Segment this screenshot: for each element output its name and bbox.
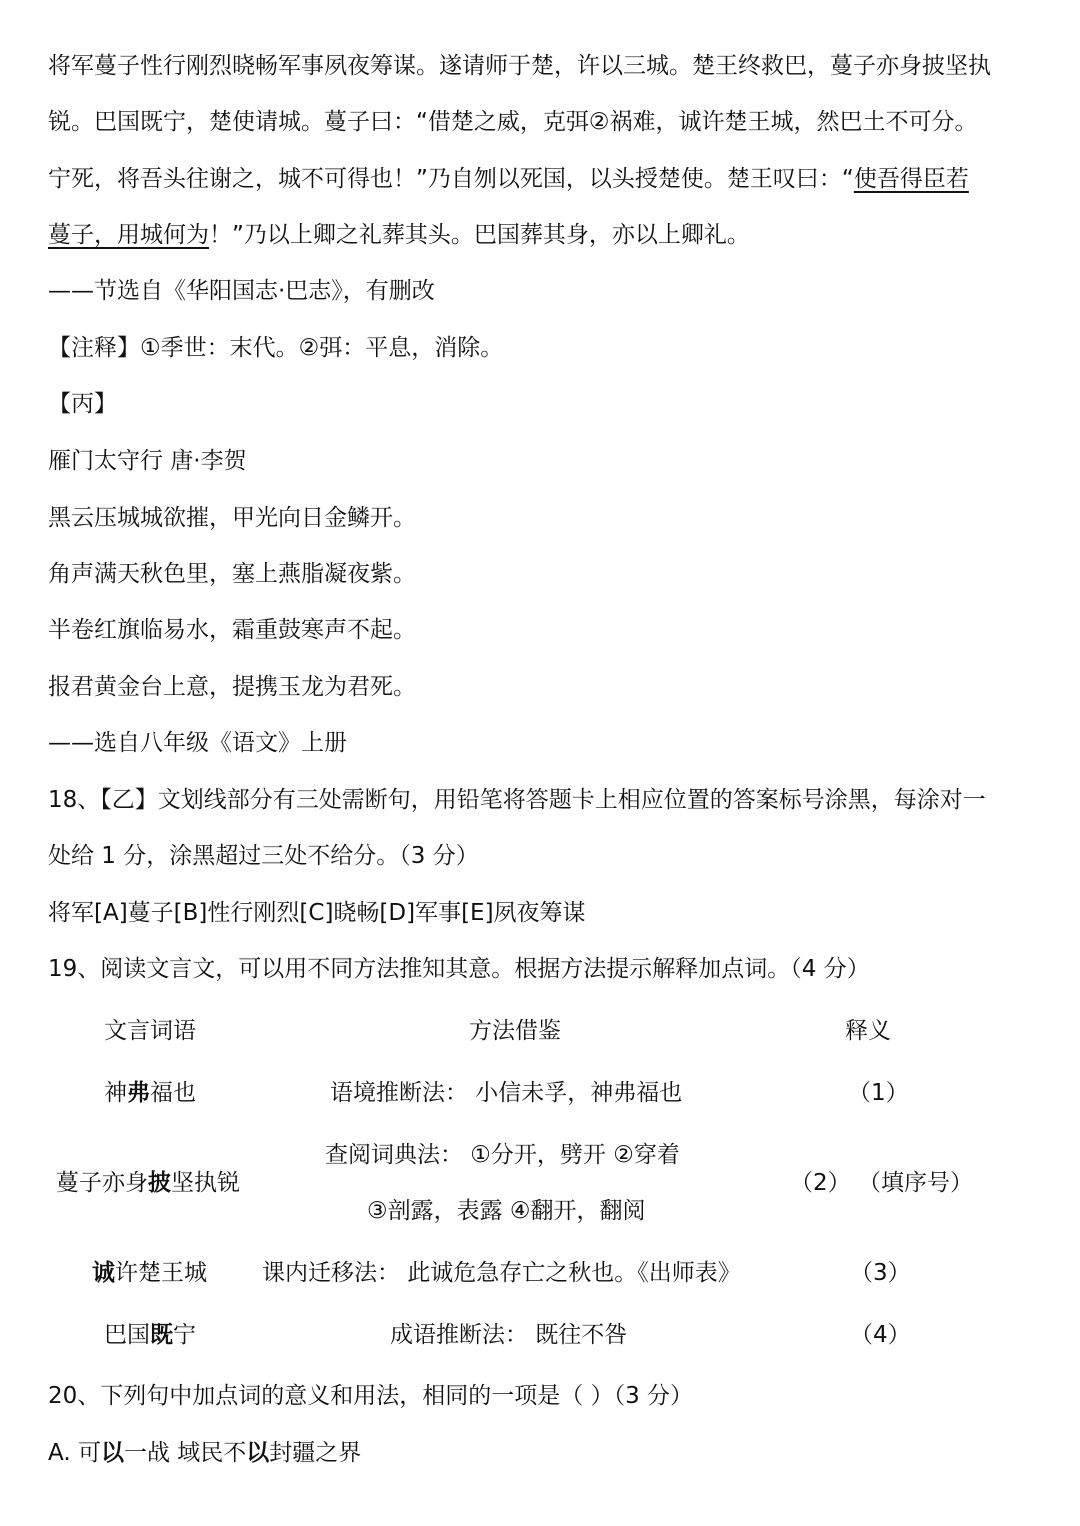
row2-word-pre: 蔓子亦身: [56, 1170, 148, 1196]
underlined-sentence-part-2: 蔓子，用城何为: [48, 222, 209, 248]
passage-yi-source: ——节选自《华阳国志·巴志》，有删改: [48, 278, 435, 304]
row4-word-pre: 巴国: [104, 1322, 150, 1348]
option-a-part-2: 一战 域民不: [123, 1440, 247, 1466]
row3-word-dotted: 诚: [92, 1260, 115, 1286]
question-20-stem: 20、下列句中加点词的意义和用法，相同的一项是（ ）（3 分）: [48, 1383, 694, 1409]
row4-method: 成语推断法： 既往不咎: [390, 1322, 628, 1348]
table-header-meaning: 释义: [845, 1018, 891, 1044]
passage-yi-line-3: [48, 163, 969, 195]
option-a-part-3: 封疆之界: [269, 1440, 362, 1466]
poem-line-1: 黑云压城城欲摧，甲光向日金鳞开。: [48, 505, 416, 531]
row2-answer-blank: （2） （填序号）: [790, 1170, 973, 1196]
row1-answer-blank: （1）: [848, 1080, 909, 1106]
poem-title: 雁门太守行 唐·李贺: [48, 448, 247, 474]
row3-word-post: 许楚王城: [115, 1260, 207, 1286]
passage-yi-notes: 【注释】①季世：末代。②弭：平息，消除。: [48, 335, 504, 361]
passage-bing-marker: 【丙】: [48, 391, 117, 417]
row2-word-dotted: 披: [148, 1170, 171, 1196]
poem-line-4: 报君黄金台上意，提携玉龙为君死。: [48, 674, 416, 700]
row2-word: [56, 1167, 240, 1199]
passage-yi-line-4-text: ！”乃以上卿之礼葬其头。巴国葬其身，亦以上卿礼。: [209, 222, 750, 248]
passage-yi-line-1: 将军蔓子性行刚烈晓畅军事夙夜筹谋。遂请师于楚，许以三城。楚王终救巴，蔓子亦身披坚执: [48, 53, 991, 79]
row1-word-dotted: 弗: [127, 1080, 150, 1106]
table-header-method: 方法借鉴: [469, 1018, 561, 1044]
row3-answer-blank: （3）: [850, 1260, 911, 1286]
row3-word: [92, 1257, 207, 1289]
option-a-dotted-1: 以: [100, 1440, 124, 1466]
row1-word-pre: 神: [104, 1080, 127, 1106]
poem-line-2: 角声满天秋色里，塞上燕脂凝夜紫。: [48, 561, 416, 587]
row4-word-post: 宁: [173, 1322, 196, 1348]
question-20-option-a: [48, 1437, 361, 1469]
underlined-sentence-part-1: 使吾得臣若: [853, 166, 969, 192]
row4-word-dotted: 既: [150, 1322, 173, 1348]
row2-method-line-1: 查阅词典法： ①分开，劈开 ②穿着: [325, 1142, 680, 1168]
passage-yi-line-3-text: 宁死，将吾头往谢之，城不可得也！”乃自刎以死国，以头授楚使。楚王叹曰：“: [48, 166, 854, 192]
row4-word: [104, 1319, 196, 1351]
row3-method: 课内迁移法： 此诚危急存亡之秋也。《出师表》: [262, 1260, 741, 1286]
row1-word: [104, 1077, 196, 1109]
question-18-line-1: 18、【乙】文划线部分有三处需断句，用铅笔将答题卡上相应位置的答案标号涂黑，每涂对一: [48, 787, 986, 813]
option-a-dotted-2: 以: [246, 1440, 270, 1466]
passage-yi-line-2: 锐。巴国既宁，楚使请城。蔓子曰：“借楚之威，克弭②祸难，诚许楚王城，然巴土不可分。: [48, 109, 978, 135]
row2-method-line-2: ③剖露，表露 ④翻开，翻阅: [367, 1198, 646, 1224]
row4-answer-blank: （4）: [850, 1322, 911, 1348]
question-18-sentence: 将军[A]蔓子[B]性行刚烈[C]晓畅[D]军事[E]夙夜筹谋: [48, 900, 586, 926]
row2-word-post: 坚执锐: [171, 1170, 240, 1196]
poem-line-3: 半卷红旗临易水，霜重鼓寒声不起。: [48, 617, 416, 643]
passage-yi-line-4: [48, 219, 750, 251]
poem-source: ——选自八年级《语文》上册: [48, 730, 347, 756]
option-a-part-1: A. 可: [48, 1440, 101, 1466]
row1-word-post: 福也: [150, 1080, 196, 1106]
table-header-word: 文言词语: [104, 1018, 196, 1044]
question-18-line-2: 处给 1 分，涂黑超过三处不给分。（3 分）: [48, 843, 479, 869]
row1-method: 语境推断法： 小信未孚，神弗福也: [330, 1080, 683, 1106]
question-19-stem: 19、阅读文言文，可以用不同方法推知其意。根据方法提示解释加点词。（4 分）: [48, 956, 870, 982]
